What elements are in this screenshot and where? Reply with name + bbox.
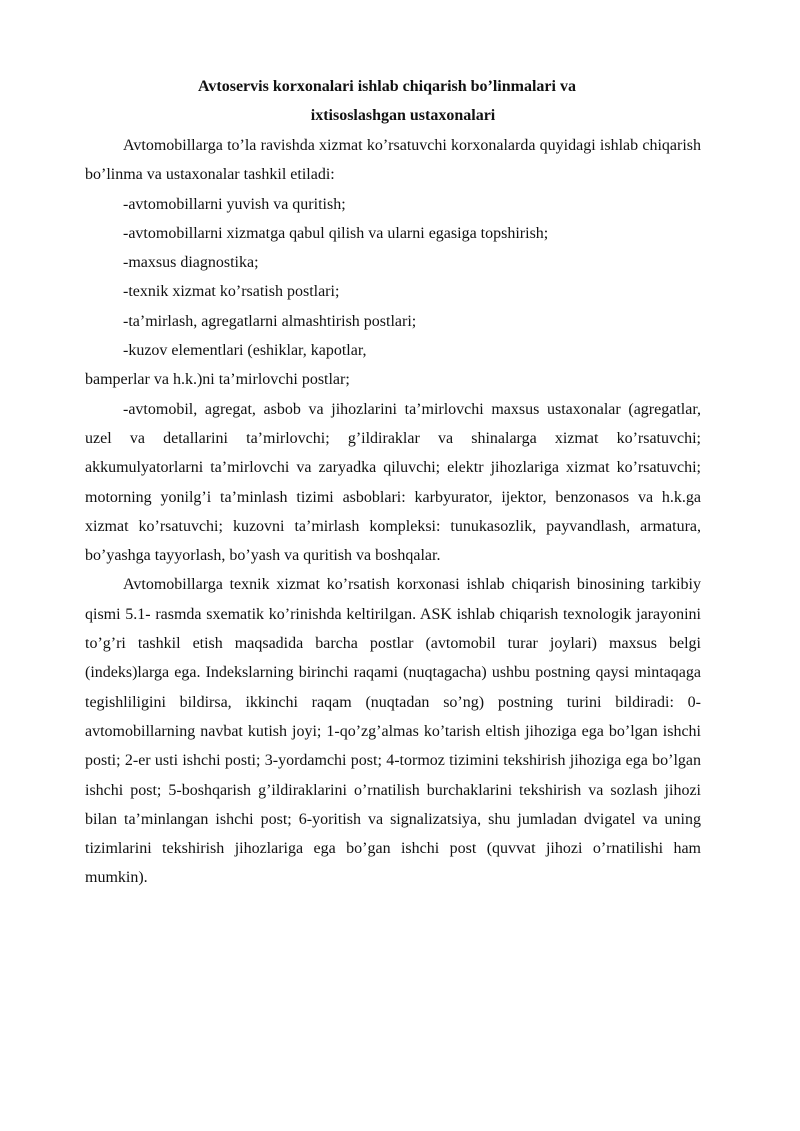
list-item-ustaxonalar: -avtomobil, agregat, asbob va jihozlarini ta’mirlovchi maxsus ustaxonalar (agregatlar, uzel va detallarini ta’mirlovchi; g’ildiraklar va shinalarga xizmat ko’rsatuvchi; akkumulyatorlarni ta’mirlovchi va zaryadka qiluvchi; elektr jihozlariga xizmat ko’rsatuvchi; motorning yonilg’i ta’minlash tizimi asboblari: karbyurator, ijektor, benzonasos va h.k.ga xizmat ko’rsatuvchi; kuzovni ta’mirlash kompleksi: tunukasozlik, payvandlash, armatura, bo’yashga tayyorlash, bo’yash va quritish va boshqalar. — [85, 400, 701, 565]
list-item: -avtomobillarni xizmatga qabul qilish va ularni egasiga topshirish; — [123, 224, 549, 242]
list-item: -avtomobillarni yuvish va quritish; — [123, 195, 346, 213]
list-item: -ta’mirlash, agregatlarni almashtirish postlari; — [123, 312, 417, 330]
list-item-kuzov-line-1: -kuzov elementlari (eshiklar, kapotlar, — [123, 342, 367, 360]
intro-paragraph: Avtomobillarga to’la ravishda xizmat ko’rsatuvchi korxonalarda quyidagi ishlab chiqarish bo’linma va ustaxonalar tashkil etiladi: — [85, 137, 701, 184]
list-item: -texnik xizmat ko’rsatish postlari; — [123, 283, 340, 301]
document-title — [85, 72, 701, 130]
list-item: -maxsus diagnostika; — [123, 254, 259, 272]
title-line-2: ixtisoslashgan ustaxonalari — [310, 107, 496, 124]
list-item-kuzov-line-2: bamperlar va h.k.)ni ta’mirlovchi postlar; — [85, 371, 350, 389]
document-page — [85, 72, 701, 893]
final-paragraph: Avtomobillarga texnik xizmat ko’rsatish korxonasi ishlab chiqarish binosining tarkibiy qismi 5.1- rasmda sxematik ko’rinishda keltirilgan. ASK ishlab chiqarish texnologik jarayonini to’g’ri tashkil etish maqsadida barcha postlar (avtomobil turar joylari) maxsus belgi (indeks)larga ega. Indekslarning birinchi raqami (nuqtagacha) ushbu postning qaysi mintaqaga tegishliligini bildirsa, ikkinchi raqam (nuqtadan so’ng) postning turini bildiradi: 0-avtomobillarning navbat kutish joyi; 1-qo’zg’almas ko’tarish eltish jihoziga ega bo’lgan ishchi posti; 2-er usti ishchi posti; 3-yordamchi post; 4-tormoz tizimini tekshirish jihoziga ega bo’lgan ishchi post; 5-boshqarish g’ildiraklarini o’rnatilish burchaklarini tekshirish va sozlash jihozi bilan ta’minlangan ishchi post; 6-yoritish va signalizatsiya, shu jumladan dvigatel va uning tizimlarini tekshirish jihozlariga ega bo’gan ishchi post (quvvat jihozi o’rnatilishi ham mumkin). — [85, 576, 701, 887]
title-line-1: Avtoservis korxonalari ishlab chiqarish bo’linmalari va — [198, 78, 576, 95]
document-body — [85, 131, 701, 893]
